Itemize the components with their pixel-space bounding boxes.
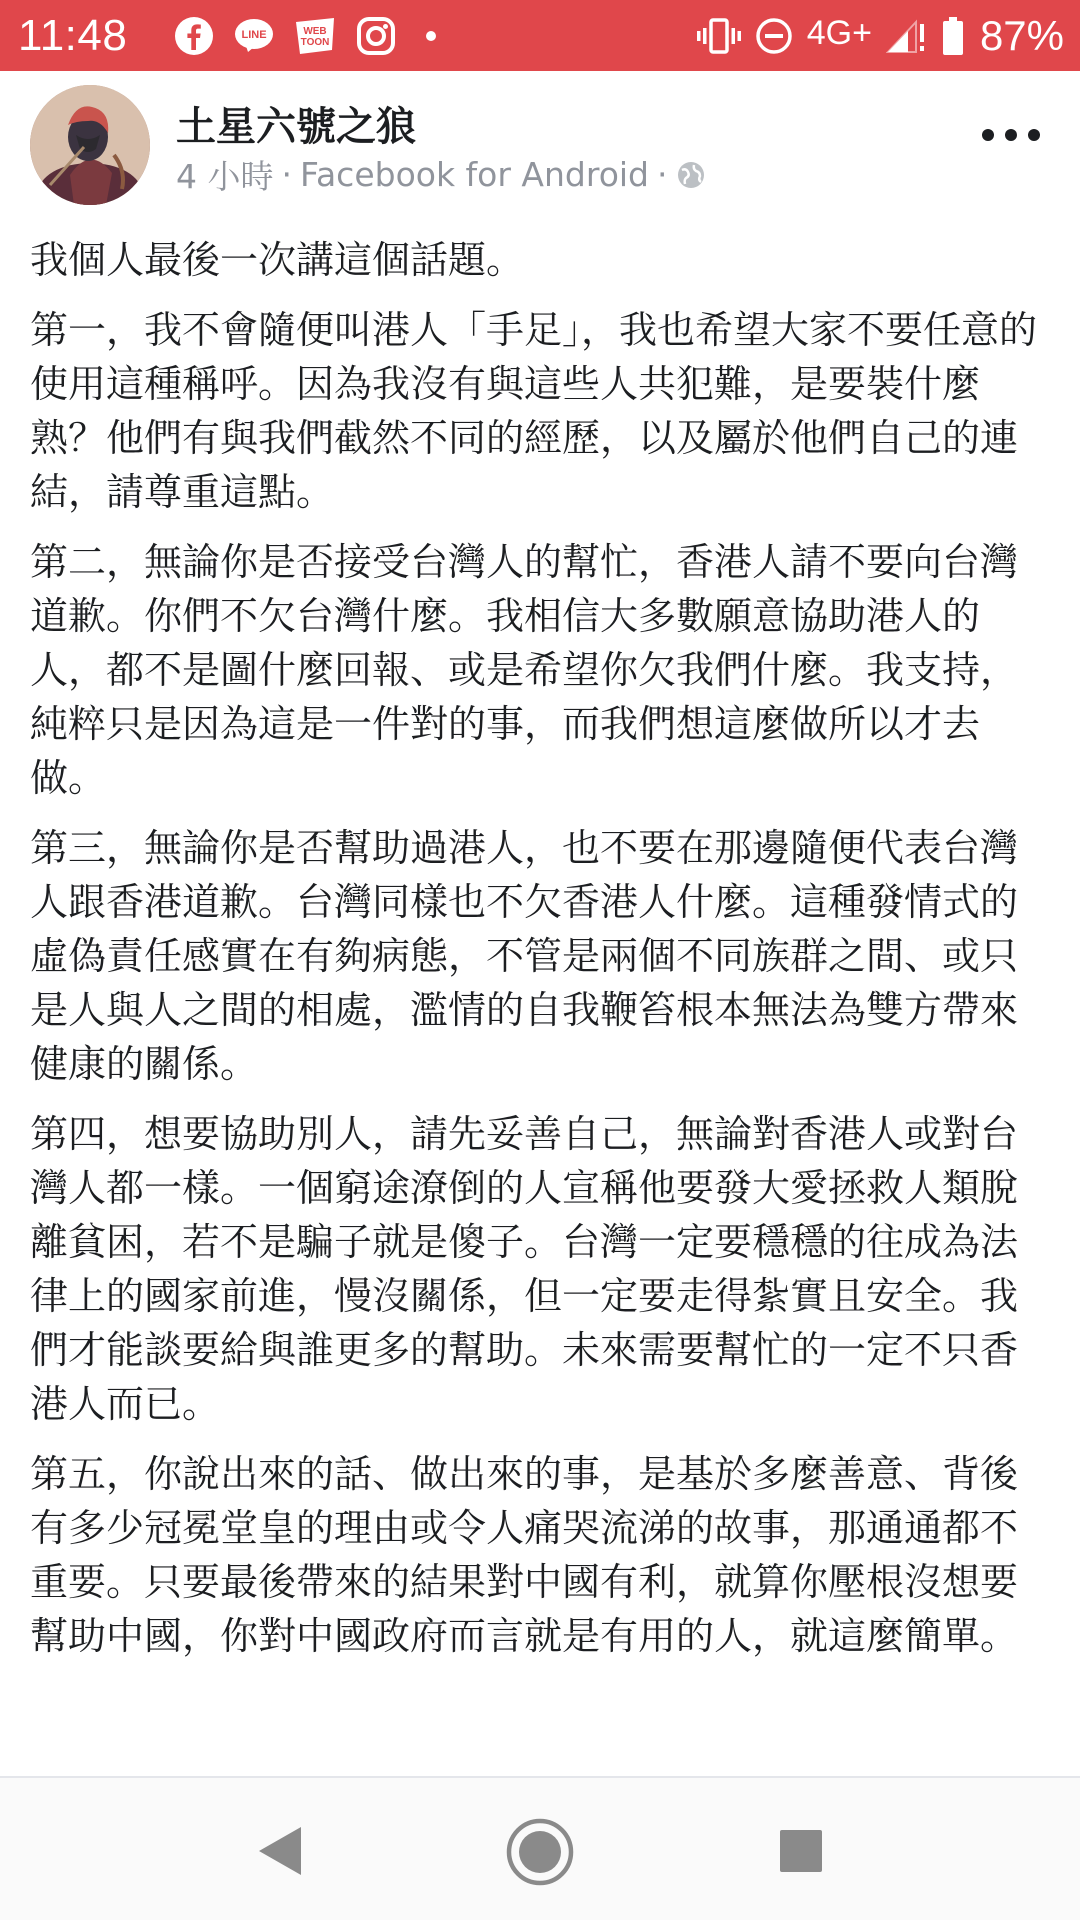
more-dot-icon: [1028, 129, 1040, 141]
post-header: [0, 71, 1080, 209]
signal-icon: [886, 16, 928, 56]
do-not-disturb-icon: [755, 17, 793, 55]
author-name[interactable]: 土星六號之狼: [176, 104, 416, 150]
status-time: 11:48: [18, 10, 128, 60]
more-dot-icon: [1005, 129, 1017, 141]
more-options-button[interactable]: [982, 123, 1040, 147]
post-time[interactable]: 4 小時: [176, 157, 274, 196]
line-icon-text: LINE: [241, 28, 267, 41]
vibrate-icon: [697, 16, 741, 56]
notification-icons: [174, 16, 446, 56]
network-type: 4G+: [806, 14, 872, 52]
avatar[interactable]: [30, 85, 150, 205]
home-button[interactable]: [504, 1816, 576, 1888]
home-circle-icon: [505, 1817, 575, 1887]
back-triangle-icon: [255, 1823, 305, 1879]
post-meta: [176, 151, 706, 198]
recents-button[interactable]: [770, 1820, 832, 1882]
notification-dot-icon: [416, 16, 446, 56]
recents-square-icon: [778, 1828, 824, 1874]
navigation-bar: [0, 1778, 1080, 1920]
instagram-icon: [356, 16, 396, 56]
meta-separator: ·: [281, 155, 292, 194]
post-paragraph: 第三，無論你是否幫助過港人，也不要在那邊隨便代表台灣人跟香港道歉。台灣同樣也不欠香港人什麼。這種發情式的虛偽責任感實在有夠病態，不管是兩個不同族群之間、或只是人與人之間的相處，濫情的自我鞭笞根本無法為雙方帶來健康的關係。: [30, 826, 1019, 1086]
battery-icon: [942, 16, 964, 56]
facebook-icon: [174, 16, 214, 56]
post-paragraph: 第二，無論你是否接受台灣人的幫忙，香港人請不要向台灣道歉。你們不欠台灣什麼。我相信大多數願意協助港人的人，都不是圖什麼回報、或是希望你欠我們什麼。我支持，純粹只是因為這是一件對的事，而我們想這麼做所以才去做。: [30, 540, 1019, 800]
post-paragraph: 第四，想要協助別人，請先妥善自己，無論對香港人或對台灣人都一樣。一個窮途潦倒的人宣稱他要發大愛拯救人類脫離貧困，若不是騙子就是傻子。台灣一定要穩穩的往成為法律上的國家前進，慢沒關係，但一定要走得紮實且安全。我們才能談要給與誰更多的幫助。未來需要幫忙的一定不只香港人而已。: [30, 1112, 1019, 1426]
post-paragraph: 第五，你說出來的話、做出來的事，是基於多麼善意、背後有多少冠冕堂皇的理由或令人痛哭流涕的故事，那通通都不重要。只要最後帶來的結果對中國有利，就算你壓根沒想要幫助中國，你對中國政府而言就是有用的人，就這麼簡單。: [30, 1452, 1019, 1658]
webtoon-text-1: WEB: [303, 25, 327, 37]
post-body: [30, 233, 1052, 1679]
battery-percent: 87%: [979, 11, 1064, 59]
meta-separator: ·: [657, 155, 668, 194]
line-icon: [234, 16, 274, 56]
status-bar: [0, 0, 1080, 71]
globe-icon: [676, 160, 706, 190]
system-icons: [697, 12, 1064, 60]
webtoon-text-2: TOON: [300, 36, 330, 48]
webtoon-icon: [294, 16, 336, 56]
more-dot-icon: [982, 129, 994, 141]
post-paragraph: 我個人最後一次講這個話題。: [30, 238, 525, 282]
back-button[interactable]: [248, 1819, 312, 1883]
post-paragraph: 第一，我不會隨便叫港人「手足」，我也希望大家不要任意的使用這種稱呼。因為我沒有與這些人共犯難，是要裝什麼熟？他們有與我們截然不同的經歷，以及屬於他們自己的連結，請尊重這點。: [30, 308, 1038, 514]
post-source: Facebook for Android: [300, 155, 649, 194]
